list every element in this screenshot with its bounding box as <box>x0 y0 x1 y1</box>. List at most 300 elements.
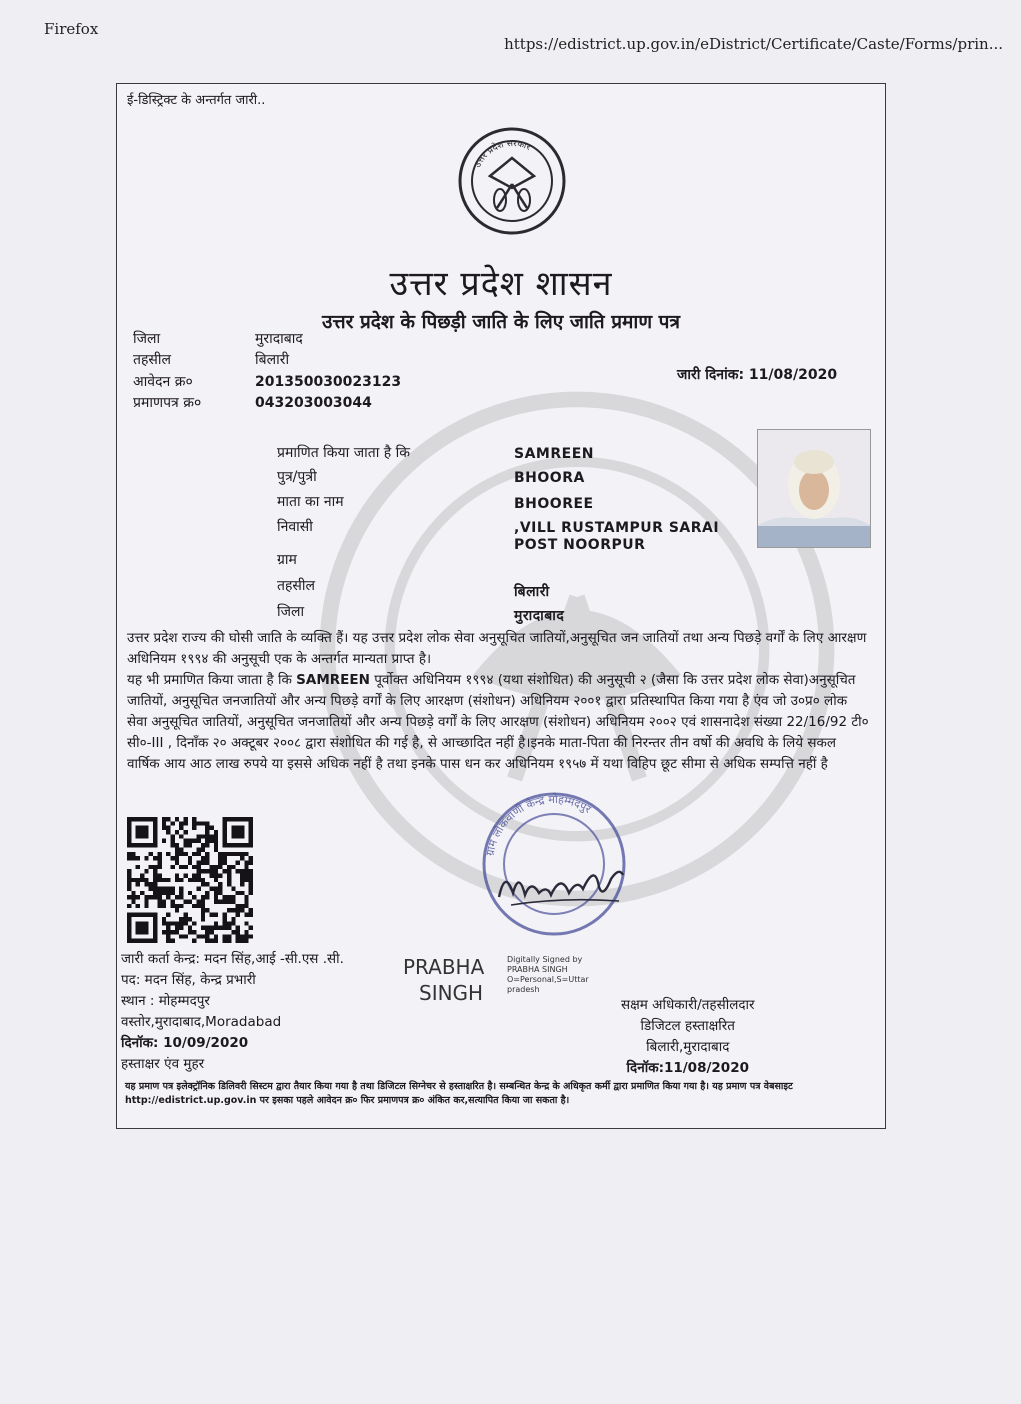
qr-module <box>227 869 231 873</box>
qr-module <box>183 821 187 825</box>
qr-module <box>127 869 131 873</box>
qr-module <box>175 921 179 925</box>
field-value: 201350030023123 <box>255 374 402 390</box>
qr-module <box>214 900 218 904</box>
qr-module <box>170 839 174 843</box>
qr-module <box>244 852 248 856</box>
qr-module <box>201 821 205 825</box>
qr-module <box>210 926 214 930</box>
qr-module <box>175 878 179 882</box>
qr-module <box>136 878 140 882</box>
qr-module <box>179 934 183 938</box>
qr-module <box>197 878 201 882</box>
qr-module <box>244 921 248 925</box>
government-title: उत्तर प्रदेश शासन <box>389 264 613 304</box>
authority-line: सक्षम अधिकारी/तहसीलदार <box>621 997 755 1013</box>
qr-module <box>214 891 218 895</box>
row-value-district: मुरादाबाद <box>514 608 565 624</box>
seal-text: ग्राम लोकवाणी केन्द्र मोहम्मदपुर <box>483 792 594 857</box>
qr-module <box>166 891 170 895</box>
digital-signature-name-line: SINGH <box>419 981 484 1005</box>
issuer-line: पद: मदन सिंह, केन्द्र प्रभारी <box>121 972 256 988</box>
qr-module <box>223 913 227 917</box>
row-label-resident: निवासी <box>277 519 313 535</box>
qr-module <box>210 834 214 838</box>
qr-module <box>236 891 240 895</box>
qr-module <box>218 891 222 895</box>
qr-module <box>249 882 253 886</box>
qr-module <box>170 821 174 825</box>
qr-module <box>223 926 227 930</box>
qr-module <box>249 934 253 938</box>
qr-module <box>197 934 201 938</box>
qr-module <box>205 891 209 895</box>
qr-module <box>136 856 140 860</box>
qr-module <box>210 826 214 830</box>
qr-module <box>183 843 187 847</box>
issue-date: जारी दिनांक: 11/08/2020 <box>677 367 838 383</box>
digital-signature-name <box>403 954 484 1006</box>
qr-module <box>218 852 222 856</box>
qr-module <box>179 865 183 869</box>
authority-block <box>621 995 755 1079</box>
qr-module <box>231 930 235 934</box>
qr-module <box>157 900 161 904</box>
page-url: https://edistrict.up.gov.in/eDistrict/Certificate/Caste/Forms/prin... <box>504 35 1003 53</box>
qr-module <box>192 921 196 925</box>
qr-module <box>144 882 148 886</box>
qr-module <box>223 917 227 921</box>
qr-module <box>244 900 248 904</box>
qr-module <box>227 882 231 886</box>
qr-module <box>223 856 227 860</box>
qr-module <box>249 856 253 860</box>
qr-module <box>227 895 231 899</box>
qr-module <box>149 865 153 869</box>
qr-module <box>166 878 170 882</box>
qr-module <box>157 895 161 899</box>
issuer-line: जारी कर्ता केन्द्र: मदन सिंह,आई -सी.एस .सी. <box>121 951 344 967</box>
qr-module <box>210 869 214 873</box>
qr-module <box>218 887 222 891</box>
qr-module <box>153 878 157 882</box>
qr-module <box>227 939 231 943</box>
issuer-block <box>121 949 344 1075</box>
qr-module <box>231 887 235 891</box>
qr-module <box>197 887 201 891</box>
qr-module <box>231 908 235 912</box>
qr-module <box>244 913 248 917</box>
digital-signature-details <box>507 955 589 995</box>
applicant-photo <box>757 429 871 548</box>
qr-module <box>201 856 205 860</box>
qr-module <box>188 856 192 860</box>
qr-module <box>149 852 153 856</box>
emblem-text: उत्तर प्रदेश सरकार <box>473 138 532 170</box>
qr-module <box>249 887 253 891</box>
qr-module <box>188 860 192 864</box>
qr-module <box>183 839 187 843</box>
qr-module <box>201 917 205 921</box>
qr-module <box>227 900 231 904</box>
qr-module <box>218 873 222 877</box>
qr-module <box>214 865 218 869</box>
qr-module <box>188 900 192 904</box>
qr-module <box>175 830 179 834</box>
qr-module <box>136 895 140 899</box>
digital-signature-detail: O=Personal,S=Uttar <box>507 975 589 984</box>
qr-module <box>170 843 174 847</box>
qr-module <box>179 852 183 856</box>
qr-module <box>214 839 218 843</box>
statement-prefix: यह भी प्रमाणित किया जाता है कि <box>127 672 297 688</box>
issued-under-text: ई-डिस्ट्रिक्ट के अन्तर्गत जारी.. <box>127 93 266 108</box>
row-value-tehsil: बिलारी <box>514 584 550 600</box>
qr-module <box>218 860 222 864</box>
authority-line: डिजिटल हस्ताक्षरित <box>640 1018 736 1034</box>
creamy-layer-statement <box>127 670 869 775</box>
qr-module <box>166 930 170 934</box>
qr-module <box>166 852 170 856</box>
qr-module <box>179 921 183 925</box>
qr-module <box>136 826 149 839</box>
qr-module <box>249 878 253 882</box>
issuer-line: स्थान : मोहम्मदपुर <box>121 993 210 1009</box>
qr-module <box>197 860 201 864</box>
qr-module <box>136 904 140 908</box>
qr-module <box>192 817 196 821</box>
qr-module <box>244 930 248 934</box>
qr-module <box>240 852 244 856</box>
qr-module <box>249 926 253 930</box>
row-label-district: जिला <box>277 604 305 620</box>
qr-module <box>210 887 214 891</box>
qr-module <box>183 934 187 938</box>
qr-module <box>201 869 205 873</box>
qr-module <box>210 939 214 943</box>
qr-module <box>201 895 205 899</box>
qr-module <box>127 904 131 908</box>
qr-module <box>179 904 183 908</box>
qr-module <box>227 878 231 882</box>
qr-module <box>249 908 253 912</box>
qr-module <box>214 834 218 838</box>
row-label-mother: माता का नाम <box>277 494 344 510</box>
qr-module <box>201 882 205 886</box>
qr-module <box>170 865 174 869</box>
qr-module <box>175 856 179 860</box>
qr-module <box>131 900 135 904</box>
statement-name: SAMREEN <box>296 672 370 688</box>
qr-module <box>240 869 244 873</box>
qr-module <box>127 856 131 860</box>
qr-module <box>249 860 253 864</box>
qr-module <box>162 900 166 904</box>
qr-module <box>183 873 187 877</box>
qr-module <box>131 891 135 895</box>
caste-statement: उत्तर प्रदेश राज्य की घोसी जाति के व्यक्ति हैं। यह उत्तर प्रदेश लोक सेवा अनुसूचित जातियों,अनुसूचित जन जातियों तथा अन्य पिछड़े वर्गों के लिए आरक्षण अधिनियम १९९४ की अनुसूची एक के अन्तर्गत मान्यता प्राप्त है। <box>127 630 867 667</box>
digital-signature-detail: pradesh <box>507 985 540 994</box>
qr-module <box>244 878 248 882</box>
qr-module <box>201 904 205 908</box>
qr-module <box>205 856 209 860</box>
row-label-tehsil: तहसील <box>277 578 315 594</box>
qr-module <box>231 917 235 921</box>
qr-module <box>140 873 144 877</box>
qr-module <box>179 826 183 830</box>
row-value-name: SAMREEN <box>514 446 594 462</box>
qr-module <box>240 856 244 860</box>
qr-module <box>153 895 157 899</box>
qr-module <box>162 878 166 882</box>
qr-module <box>179 878 183 882</box>
qr-module <box>223 852 227 856</box>
qr-module <box>197 869 201 873</box>
qr-module <box>231 852 235 856</box>
issuer-line: हस्ताक्षर एंव मुहर <box>121 1056 205 1072</box>
qr-module <box>231 826 244 839</box>
qr-module <box>188 930 192 934</box>
qr-module <box>201 908 205 912</box>
qr-module <box>153 856 157 860</box>
qr-module <box>214 869 218 873</box>
qr-module <box>192 930 196 934</box>
qr-module <box>157 856 161 860</box>
qr-module <box>162 826 166 830</box>
verification-qr-code <box>127 817 253 943</box>
field-value: 043203003044 <box>255 395 372 411</box>
qr-module <box>223 939 227 943</box>
qr-module <box>192 839 196 843</box>
qr-module <box>170 891 174 895</box>
qr-module <box>205 895 209 899</box>
qr-module <box>170 856 174 860</box>
qr-module <box>197 834 201 838</box>
qr-module <box>162 904 166 908</box>
qr-module <box>166 939 170 943</box>
qr-module <box>205 908 209 912</box>
qr-module <box>157 904 161 908</box>
qr-module <box>157 887 161 891</box>
qr-module <box>175 908 179 912</box>
qr-module <box>153 891 157 895</box>
qr-module <box>227 873 231 877</box>
qr-module <box>166 921 170 925</box>
qr-module <box>201 926 205 930</box>
qr-module <box>236 913 240 917</box>
qr-module <box>192 904 196 908</box>
qr-module <box>188 839 192 843</box>
qr-module <box>162 891 166 895</box>
qr-module <box>179 917 183 921</box>
qr-module <box>205 934 209 938</box>
qr-module <box>144 900 148 904</box>
qr-module <box>240 939 244 943</box>
qr-module <box>201 834 205 838</box>
qr-module <box>136 882 140 886</box>
qr-module <box>175 904 179 908</box>
qr-module <box>214 873 218 877</box>
certificate-title: उत्तर प्रदेश के पिछड़ी जाति के लिए जाति प्रमाण पत्र <box>322 311 680 333</box>
qr-module <box>240 882 244 886</box>
qr-module <box>175 860 179 864</box>
qr-module <box>236 869 240 873</box>
field-label: जिला <box>133 331 161 347</box>
qr-module <box>223 921 227 925</box>
digital-signature-detail: Digitally Signed by <box>507 955 583 964</box>
qr-module <box>166 934 170 938</box>
qr-module <box>205 821 209 825</box>
qr-module <box>179 821 183 825</box>
qr-module <box>214 939 218 943</box>
qr-module <box>227 921 231 925</box>
qr-module <box>179 926 183 930</box>
qr-module <box>175 843 179 847</box>
field-label: प्रमाणपत्र क्र० <box>133 395 202 411</box>
qr-module <box>236 904 240 908</box>
qr-module <box>157 860 161 864</box>
qr-module <box>162 839 166 843</box>
qr-module <box>192 865 196 869</box>
qr-module <box>166 830 170 834</box>
qr-module <box>170 834 174 838</box>
qr-module <box>205 852 209 856</box>
qr-module <box>223 895 227 899</box>
qr-module <box>205 834 209 838</box>
qr-module <box>179 887 183 891</box>
qr-module <box>149 882 153 886</box>
qr-module <box>201 900 205 904</box>
qr-module <box>205 939 209 943</box>
qr-module <box>201 878 205 882</box>
qr-module <box>223 860 227 864</box>
qr-module <box>227 934 231 938</box>
row-label-village: ग्राम <box>277 552 297 568</box>
qr-module <box>244 895 248 899</box>
qr-module <box>214 895 218 899</box>
qr-module <box>170 930 174 934</box>
qr-module <box>140 891 144 895</box>
qr-module <box>244 873 248 877</box>
field-label: तहसील <box>133 352 171 368</box>
qr-module <box>223 869 227 873</box>
qr-module <box>192 873 196 877</box>
qr-module <box>127 873 131 877</box>
qr-module <box>162 817 166 821</box>
qr-module <box>249 913 253 917</box>
qr-module <box>175 817 179 821</box>
qr-module <box>214 830 218 834</box>
handwritten-signature <box>491 849 631 919</box>
qr-module <box>153 865 157 869</box>
qr-module <box>231 900 235 904</box>
svg-text:ग्राम लोकवाणी केन्द्र मोहम्मदप <box>484 793 594 857</box>
qr-module <box>214 934 218 938</box>
qr-module <box>201 843 205 847</box>
qr-module <box>192 826 196 830</box>
person-photo-icon <box>758 430 870 547</box>
qr-module <box>166 887 170 891</box>
qr-module <box>136 865 140 869</box>
qr-module <box>210 930 214 934</box>
qr-module <box>205 882 209 886</box>
qr-module <box>205 869 209 873</box>
qr-module <box>218 926 222 930</box>
qr-module <box>223 934 227 938</box>
row-value-mother: BHOOREE <box>514 496 594 512</box>
issuer-line: दिनॉक: 10/09/2020 <box>121 1035 249 1051</box>
qr-module <box>240 878 244 882</box>
qr-module <box>188 926 192 930</box>
qr-module <box>127 852 131 856</box>
qr-module <box>183 913 187 917</box>
row-value-father: BHOORA <box>514 470 585 486</box>
row-value-address-2: POST NOORPUR <box>514 537 646 553</box>
qr-module <box>205 860 209 864</box>
qr-module <box>131 895 135 899</box>
qr-module <box>227 865 231 869</box>
qr-module <box>183 852 187 856</box>
digital-signature-detail: PRABHA SINGH <box>507 965 568 974</box>
qr-module <box>188 843 192 847</box>
qr-module <box>183 917 187 921</box>
qr-module <box>201 847 205 851</box>
qr-module <box>170 887 174 891</box>
qr-module <box>197 847 201 851</box>
qr-module <box>127 887 131 891</box>
qr-module <box>166 895 170 899</box>
qr-module <box>166 926 170 930</box>
qr-module <box>240 908 244 912</box>
qr-module <box>175 847 179 851</box>
qr-module <box>197 865 201 869</box>
qr-module <box>175 930 179 934</box>
qr-module <box>249 891 253 895</box>
qr-module <box>210 873 214 877</box>
qr-module <box>205 926 209 930</box>
row-label-parent: पुत्र/पुत्री <box>277 469 317 485</box>
qr-module <box>240 873 244 877</box>
qr-module <box>214 847 218 851</box>
qr-module <box>231 865 235 869</box>
qr-module <box>183 830 187 834</box>
qr-module <box>170 904 174 908</box>
up-government-emblem-icon <box>457 126 567 236</box>
qr-module <box>236 934 240 938</box>
qr-module <box>244 904 248 908</box>
field-label: आवेदन क्र० <box>133 374 193 390</box>
qr-module <box>162 917 166 921</box>
qr-module <box>227 908 231 912</box>
authority-line: दिनॉक:11/08/2020 <box>626 1060 749 1076</box>
qr-module <box>244 860 248 864</box>
qr-module <box>236 930 240 934</box>
qr-module <box>205 930 209 934</box>
qr-module <box>183 817 187 821</box>
qr-module <box>201 934 205 938</box>
row-value-address-1: ,VILL RUSTAMPUR SARAI <box>514 520 720 536</box>
qr-module <box>244 939 248 943</box>
qr-module <box>218 865 222 869</box>
qr-module <box>162 930 166 934</box>
qr-module <box>244 865 248 869</box>
qr-module <box>201 860 205 864</box>
qr-module <box>175 895 179 899</box>
qr-module <box>236 860 240 864</box>
qr-module <box>166 817 170 821</box>
qr-module <box>157 891 161 895</box>
qr-module <box>183 865 187 869</box>
